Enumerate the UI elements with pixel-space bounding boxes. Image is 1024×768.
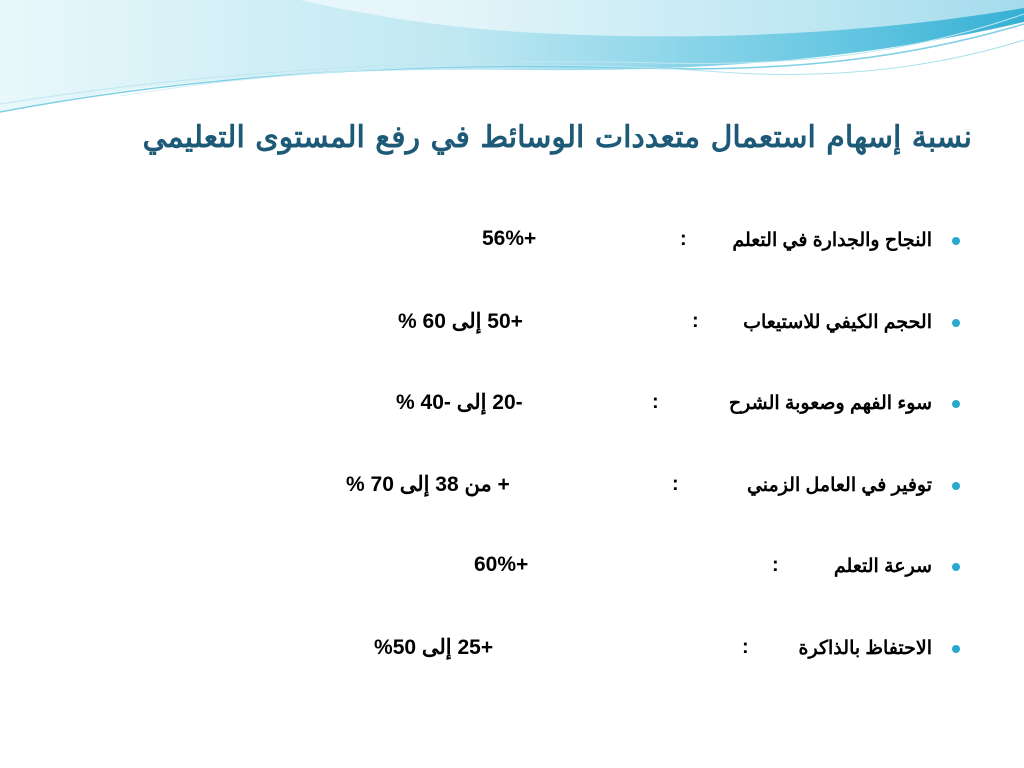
item-colon: :	[680, 228, 687, 250]
item-colon: :	[772, 554, 779, 576]
bullet-dot-icon	[952, 319, 960, 327]
bullet-dot-icon	[952, 645, 960, 653]
item-label: الحجم الكيفي للاستيعاب	[743, 312, 932, 333]
list-item	[0, 548, 1024, 588]
item-label: الاحتفاظ بالذاكرة	[798, 638, 932, 659]
item-value: +56%	[482, 227, 537, 250]
item-colon: :	[672, 473, 679, 495]
item-colon: :	[692, 310, 699, 332]
bullet-dot-icon	[952, 563, 960, 571]
item-label: النجاح والجدارة في التعلم	[732, 230, 932, 251]
item-value: + من 38 إلى 70 %	[346, 473, 510, 496]
bullet-dot-icon	[952, 400, 960, 408]
bullet-dot-icon	[952, 237, 960, 245]
item-value: +25 إلى 50%	[374, 636, 494, 659]
item-label: سوء الفهم وصعوبة الشرح	[728, 393, 932, 414]
item-label: توفير في العامل الزمني	[746, 475, 932, 496]
list-item	[0, 630, 1024, 670]
item-label: سرعة التعلم	[833, 556, 932, 577]
item-colon: :	[742, 636, 749, 658]
item-value: +60%	[474, 553, 529, 576]
item-colon: :	[652, 391, 659, 413]
list-item	[0, 467, 1024, 507]
item-value: +50 إلى 60 %	[398, 310, 523, 333]
slide-title: نسبة إسهام استعمال متعددات الوسائط في رفع المستوى التعليمي	[142, 120, 972, 155]
bullet-dot-icon	[952, 482, 960, 490]
list-item	[0, 385, 1024, 425]
list-item	[0, 222, 1024, 262]
list-item	[0, 304, 1024, 344]
item-value: -20 إلى -40 %	[396, 391, 523, 414]
